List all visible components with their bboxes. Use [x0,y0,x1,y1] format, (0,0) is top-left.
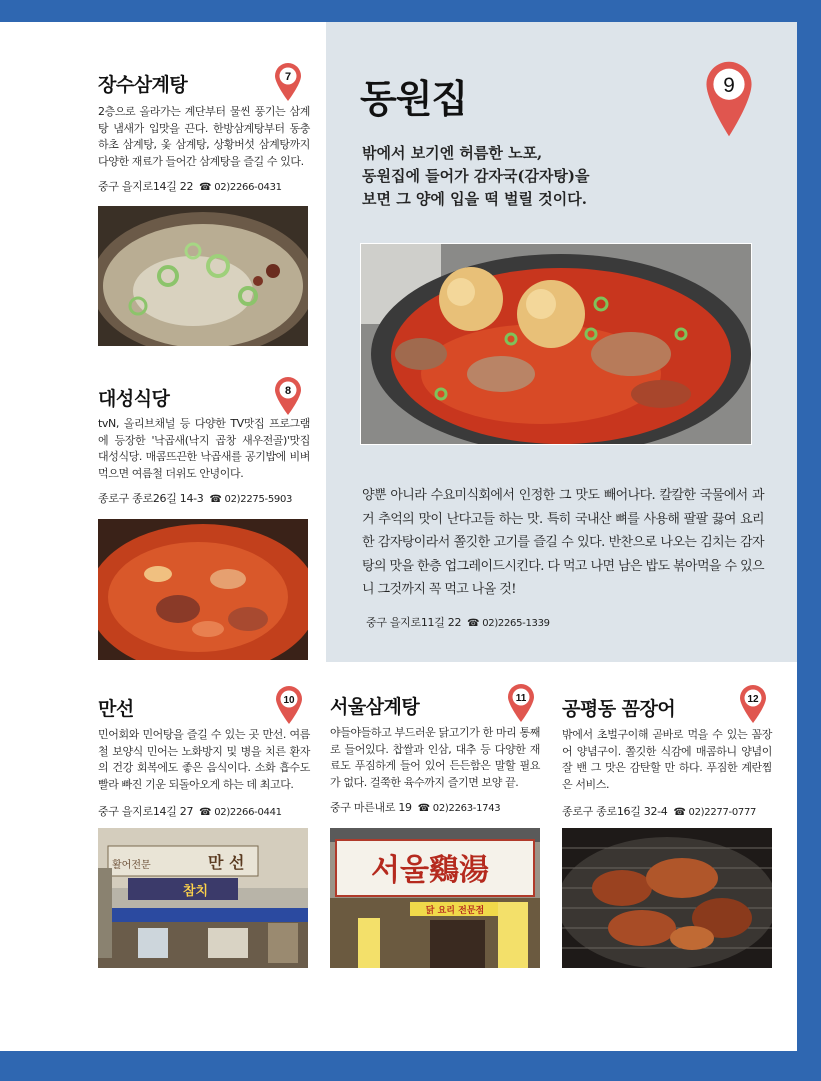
samgyetang-photo [98,206,308,346]
restaurant-description: 야들야들하고 부드러운 닭고기가 한 마리 통째로 들어있다. 찹쌀과 인삼, 대추 등 다양한 재료도 푸짐하게 들어 있어 든든함은 말할 필요가 없다. 걸쭉한 육수까지 즐기면 보양 끝. [330,726,540,789]
address-text: 종로구 종로26길 14-3 [98,492,204,505]
sign-text: 닭 요리 전문점 [425,906,485,916]
restaurant-address [98,490,292,506]
restaurant-address [98,803,282,819]
address-text: 중구 을지로11길 22 [366,616,462,629]
map-pin-icon [273,62,303,102]
sign-text: 만 선 [208,853,245,872]
lead-line: 동원집에 들어가 감자국(감자탕)을 [362,167,590,185]
map-pin-icon [703,60,755,138]
kkomjangeo-photo [562,828,772,968]
top-frame [0,0,821,22]
featured-title: 동원집 [360,77,468,121]
phone-text: ☎ 02)2265-1339 [467,618,550,629]
sign-text: 참치 [183,884,209,899]
address-text: 중구 을지로14길 27 [98,805,194,818]
lead-line: 보면 그 양에 입을 떡 벌릴 것이다. [362,190,587,208]
pin-number: 11 [515,693,527,704]
phone-text: ☎ 02)2275-5903 [209,494,293,505]
featured-lead [362,142,692,211]
restaurant-description: 2층으로 올라가는 계단부터 물씬 풍기는 삼계탕 냄새가 입맛을 끈다. 한방삼계탕부터 동충하초 삼계탕, 옻 삼계탕, 상황버섯 삼계탕까지 다양한 재료가 들어간 삼계탕을 즐길 수 있다. [98,105,310,168]
restaurant-title: 서울삼계탕 [330,696,420,718]
featured-description: 양뿐 아니라 수요미식회에서 인정한 그 맛도 빼어나다. 칼칼한 국물에서 과거 추억의 맛이 난다고들 하는 맛. 특히 국내산 뼈를 사용해 팔팔 끓여 요리한 감자탕이라서 쫄깃한 고기를 즐길 수 있다. 반찬으로 나오는 김치는 감자탕의 맛을 한층 업그레이드시킨다. 다 먹고 나면 남은 밥도 볶아먹을 수 있으니 그것까지 꼭 먹고 나올 것! [362,488,764,597]
map-pin-icon [738,684,768,724]
map-pin-icon [506,683,536,723]
restaurant-description: 민어회와 민어탕을 즐길 수 있는 곳 만선. 여름철 보양식 민어는 노화방지 및 병을 치른 환자의 건강 회복에도 좋은 음식이다. 소화 흡수도 빨라 빠진 기운 되돌아오게 하는 데 최고다. [98,728,310,791]
pin-number: 12 [747,694,759,705]
seoul-samgyetang-storefront-photo [330,828,540,968]
phone-text: ☎ 02)2266-0441 [199,807,282,818]
mansun-storefront-photo [98,828,308,968]
restaurant-title: 대성식당 [98,388,170,410]
nakgopsae-photo [98,519,308,660]
address-text: 종로구 종로16길 32-4 [562,805,668,818]
pin-number: 8 [284,385,292,397]
phone-text: ☎ 02)2277-0777 [673,807,757,818]
pin-number: 10 [283,695,295,706]
gamjatang-photo [360,243,752,445]
featured-address [366,614,550,630]
restaurant-title: 만선 [98,698,134,720]
address-text: 중구 마른내로 19 [330,801,412,814]
restaurant-title: 공평동 꼼장어 [562,698,676,720]
pin-number: 7 [284,71,292,83]
restaurant-address [330,799,500,815]
restaurant-address [562,803,756,819]
restaurant-description: 밖에서 초벌구이해 곧바로 먹을 수 있는 꼼장어 양념구이. 쫄깃한 식감에 매콤하니 양념이 잘 밴 그 맛은 감탄할 만 하다. 푸짐한 계란찜은 서비스. [562,728,772,791]
restaurant-description: tvN, 올리브채널 등 다양한 TV맛집 프로그램에 등장한 '낙곱새(낙지 곱창 새우전골)'맛집 대성식당. 매콤뜨끈한 낙곱새를 공기밥에 비벼먹으면 여름철 더위도 안녕이다. [98,417,310,480]
map-pin-icon [273,376,303,416]
restaurant-address [98,178,282,194]
sign-text: 서울鷄湯 [371,853,489,888]
lead-line: 밖에서 보기엔 허름한 노포, [362,144,543,162]
phone-text: ☎ 02)2266-0431 [199,182,282,193]
pin-number: 9 [723,74,735,98]
map-pin-icon [274,685,304,725]
right-frame [797,0,821,1081]
restaurant-title: 장수삼계탕 [98,74,188,96]
sign-text: 활어전문 [112,860,151,871]
phone-text: ☎ 02)2263-1743 [417,803,501,814]
address-text: 중구 을지로14길 22 [98,180,194,193]
bottom-frame [0,1051,821,1081]
